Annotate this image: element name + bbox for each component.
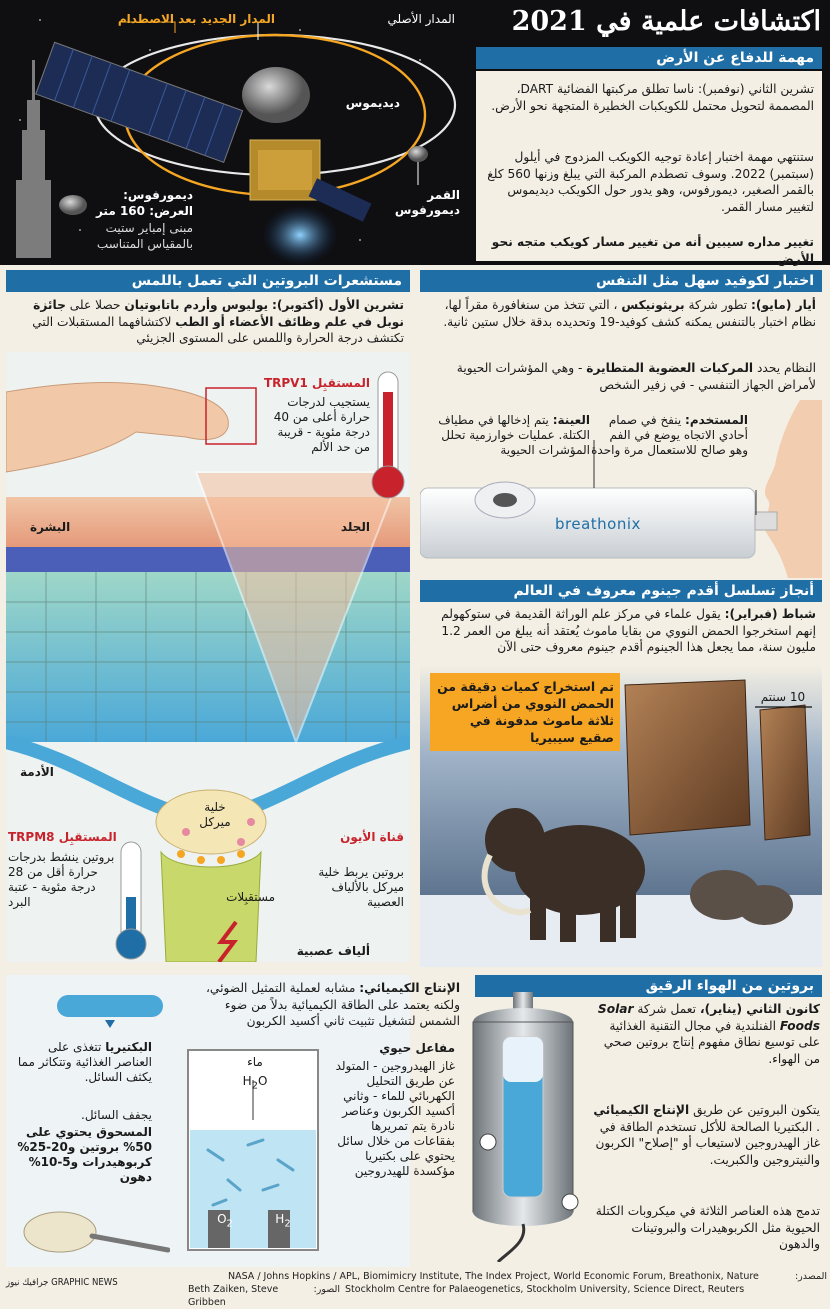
empire-note-2: بالمقياس المتناسب <box>96 237 193 251</box>
dart-p3: تغيير مداره سيبين أنه من تغيير مسار كويكب متجه نحو الأرض <box>491 235 814 266</box>
dimorphos-size-value: العرض: 160 متر <box>95 204 193 218</box>
covid-p1-date: أيار (مايو): <box>751 298 816 312</box>
covid-p1 <box>426 297 816 330</box>
bioreactor-text: غاز الهيدروجين - المتولد عن طريق التحليل الكهربائي للماء - وثاني أكسيد الكربون وعناصر نادرة يتم تمريرها بفقاعات من خلال سائل يحتوي على بكتيريا مؤكسدة للهيدروجين <box>335 1059 455 1178</box>
footer-photos-label: الصور: <box>313 1284 340 1295</box>
moon-label: القمر <box>427 188 460 202</box>
covid-sample-title: العينة: <box>552 413 590 427</box>
receptors-label: مستقبِلات <box>226 890 275 904</box>
touch-intro <box>12 297 404 347</box>
skin-label: الجلد <box>340 520 370 534</box>
dimorphos-size-title: ديمورفوس: <box>123 188 193 202</box>
pressure-gauge-icon <box>480 1134 496 1150</box>
water-label: ماء <box>247 1055 263 1069</box>
empire-note-1: مبنى إمباير ستيت <box>105 221 193 235</box>
protein-p2-b: . البكتيريا الصالحة للأكل تستخدم الطاقة في غاز الهيدروجين لاستيعاب أو "إصلاح" الكربون والنيتروجين والكبريت. <box>595 1119 820 1167</box>
dart-p1: تشرين الثاني (نوفمبر): ناسا تطلق مركبتها الفضائية DART، المصممة لتحويل محتمل للكويكبات الخطيرة المتجهة نحو الأرض. <box>491 82 814 113</box>
covid-p2-rest: - وهي المؤشرات الحيوية لأمراض الجهاز التنفسي - في زفير الشخص <box>456 361 816 392</box>
covid-p1-mid: تطور شركة <box>688 298 748 312</box>
powder-note: المسحوق يحتوي على 50% بروتين و20-25% كربوهيدرات و5-10% دهون <box>17 1125 152 1184</box>
mammoth-section-title: أنجاز تسلسل أقدم جينوم معروف في العالم <box>420 580 822 602</box>
mammoth-callout-text: تم استخراج كميات دقيقة من الحمض النووي من أضراس ثلاثة ماموث مدفونة في صقيع سيبيريا <box>437 679 614 745</box>
touch-intro-prize: جائزة نوبل في علم وظائف الأعضاء أو الطب <box>33 298 404 329</box>
header-panel <box>0 0 830 265</box>
moon-dimorphos-label: ديمورفوس <box>394 203 460 217</box>
thermometer-cold-icon <box>116 842 146 959</box>
footer-sources-1: NASA / Johns Hopkins / APL, Biomimicry Institute, The Index Project, World Economic Forum, Breathonix, Nature <box>228 1271 759 1282</box>
mammoth-tooth-large <box>625 680 750 835</box>
orbit-new-label: المدار الجديد بعد الاصطدام <box>117 12 275 26</box>
covid-user-title: المستخدم: <box>685 413 748 427</box>
bacteria-title: البكتيريا <box>105 1040 152 1054</box>
merkel-label-1: خلية <box>204 800 226 814</box>
dry-note: يجفف السائل. <box>81 1108 152 1122</box>
footer-credit: جرافيك نيوز GRAPHIC NEWS <box>6 1277 118 1288</box>
didymos-asteroid <box>242 67 310 123</box>
touch-section-title: مستشعرات البروتين التي تعمل باللمس <box>6 270 410 292</box>
touch-intro-mid: حصلا على <box>69 298 121 312</box>
bacteria-text: تتغذى على العناصر الغذائية وتتكاثر مما يكثف السائل. <box>17 1040 152 1084</box>
footer-sources-label: المصدر: <box>794 1271 827 1282</box>
mammoth-p1-text: يقول علماء في مركز علم الوراثة القديمة في ستوكهولم إنهم استخرجوا الحمض النووي من بقايا ماموث يُعتقد أنه يبلغ من العمر 1.2 مليون سنة، مما يجعل هذا الجينوم أقدم جينوم معروف حتى الآن <box>441 607 816 654</box>
bacteria-note <box>12 1040 152 1085</box>
footer-sources-2: Stockholm Centre for Palaeogenetics, Stockholm University, Science Direct, Reuters <box>345 1284 745 1295</box>
h2-formula: $H_2$ <box>275 1212 291 1230</box>
covid-section-title: اختبار لكوفيد سهل مثل التنفس <box>420 270 822 292</box>
bioreactor-title: مفاعل حيوي <box>379 1041 455 1055</box>
covid-user-note <box>590 413 748 458</box>
mammoth-callout <box>430 673 620 751</box>
page-title: اكتشافات علمية في 2021 <box>511 6 821 37</box>
bioreactor-tank <box>458 992 588 1262</box>
protein-section-title: بروتين من الهواء الرقيق <box>475 975 822 997</box>
mammoth-p1 <box>426 606 816 656</box>
ion-channel-text: بروتين يربط خلية ميركل بالألياف العصبية <box>318 865 404 909</box>
trpm8-text: بروتين ينشط بدرجات حرارة أقل من 28 درجة مئوية - عتبة البرد <box>8 850 115 909</box>
footer <box>0 1268 830 1308</box>
device-brand: breathonix <box>555 515 641 533</box>
protein-p2-bold: الإنتاج الكيميائي <box>593 1103 690 1117</box>
chem-title: الإنتاج الكيميائي: <box>359 981 460 995</box>
nerve-label: ألياف عصبية <box>296 944 370 958</box>
dimorphos-moon <box>408 146 428 162</box>
covid-sample-text: يتم إدخالها في مطياف الكتلة. عمليات خوارزمية تحلل المؤشرات الحيوية <box>438 413 590 457</box>
orbit-original-label: المدار الأصلي <box>387 12 455 26</box>
footer-photos-names: Beth Zaiken, Steve Gribben <box>188 1284 279 1308</box>
protein-p1 <box>590 1001 820 1067</box>
protein-p1-a: تعمل شركة <box>637 1002 697 1016</box>
h2o-formula: $H_2O$ <box>242 1074 268 1092</box>
protein-p2 <box>590 1102 820 1168</box>
trpv1-text: يستجيب لدرجات حرارة أعلى من 40 درجة مئوية - قريبة من حد الألم <box>273 395 370 454</box>
protein-p1-date: كانون الثاني (يناير)، <box>699 1002 820 1016</box>
nerve-fiber <box>161 852 261 962</box>
protein-p1-b: الفنلندية في مجال التقنية الغذائية على توسيع نطاق مفهوم إنتاج بروتين صحي من الهواء. <box>603 1018 820 1066</box>
dermis-label: الأدمة <box>20 765 54 779</box>
o2-formula: $O_2$ <box>217 1212 233 1230</box>
protein-powder-spoon <box>20 1200 170 1260</box>
epidermis-label: البشرة <box>30 520 71 534</box>
covid-sample-note <box>430 413 590 458</box>
mammoth-scale-label: 10 سنتم <box>760 690 806 704</box>
covid-user-text: ينفخ في صمام أحادي الاتجاه يوضع في الفم وهو صالح للاستعمال مرة واحدة <box>591 413 748 457</box>
covid-p1-company: بريثونيكس <box>621 298 685 312</box>
covid-p2-start: النظام يحدد <box>757 361 816 375</box>
covid-p2 <box>426 360 816 393</box>
mammoth-tooth-small <box>760 705 810 840</box>
covid-p2-bold: المركبات العضوية المتطايرة <box>586 361 754 375</box>
mammoth-p1-date: شباط (فبراير): <box>724 607 816 621</box>
trpm8-title: المستقبِل TRPM8 <box>8 830 117 844</box>
protein-p1-company: Solar Foods <box>597 1002 820 1033</box>
chem-text: مشابه لعملية التمثيل الضوئي، ولكنه يعتمد على الطاقة الكيميائية بدلاً من ضوء الشمس لتشغيل تثبيت ثاني أكسيد الكربون <box>205 981 460 1028</box>
didymos-label: ديديموس <box>345 96 400 110</box>
merkel-label-2: ميركل <box>199 815 231 829</box>
touch-intro-date: تشرين الأول (أكتوبر): <box>271 298 404 312</box>
dart-p2: ستنتهي مهمة اختبار إعادة توجيه الكويكب المزدوج في أيلول (سبتمبر) 2022. وسوف تصطدم المركبة التي يبلغ وزنها 560 كلغ بالقمر الصغير، ديمورفوس، وهو يدور حول الكويكب ديديموس لتغيير مسار القمر. <box>487 150 814 214</box>
chem-note <box>186 980 460 1030</box>
ion-channel-title: قناة الأيون <box>340 830 404 844</box>
covid-p1-rest: ، التي تتخذ من سنغافورة مقراً لها، نظام اختبار بالتنفس يمكنه كشف كوفيد-19 وتحديده بدقة خلال ستين ثانية. <box>443 298 816 329</box>
protein-p3: تدمج هذه العناصر الثلاثة في ميكروبات الكتلة الحيوية مثل الكربوهيدرات والبروتينات والدهون <box>595 1204 820 1251</box>
dart-section-title: مهمة للدفاع عن الأرض <box>476 47 822 69</box>
protein-p2-a: يتكون البروتين عن طريق <box>693 1103 820 1117</box>
trpv1-title: المستقبِل TRPV1 <box>263 376 370 390</box>
bacteria-icon <box>55 990 165 1030</box>
touch-intro-rest: لاكتشافهما المستقبلات التي تكتشف درجة الحرارة واللمس على المستوى الجزيئي <box>32 314 404 345</box>
touch-intro-names: يوليوس وأردم باتابوتيان <box>124 298 269 312</box>
